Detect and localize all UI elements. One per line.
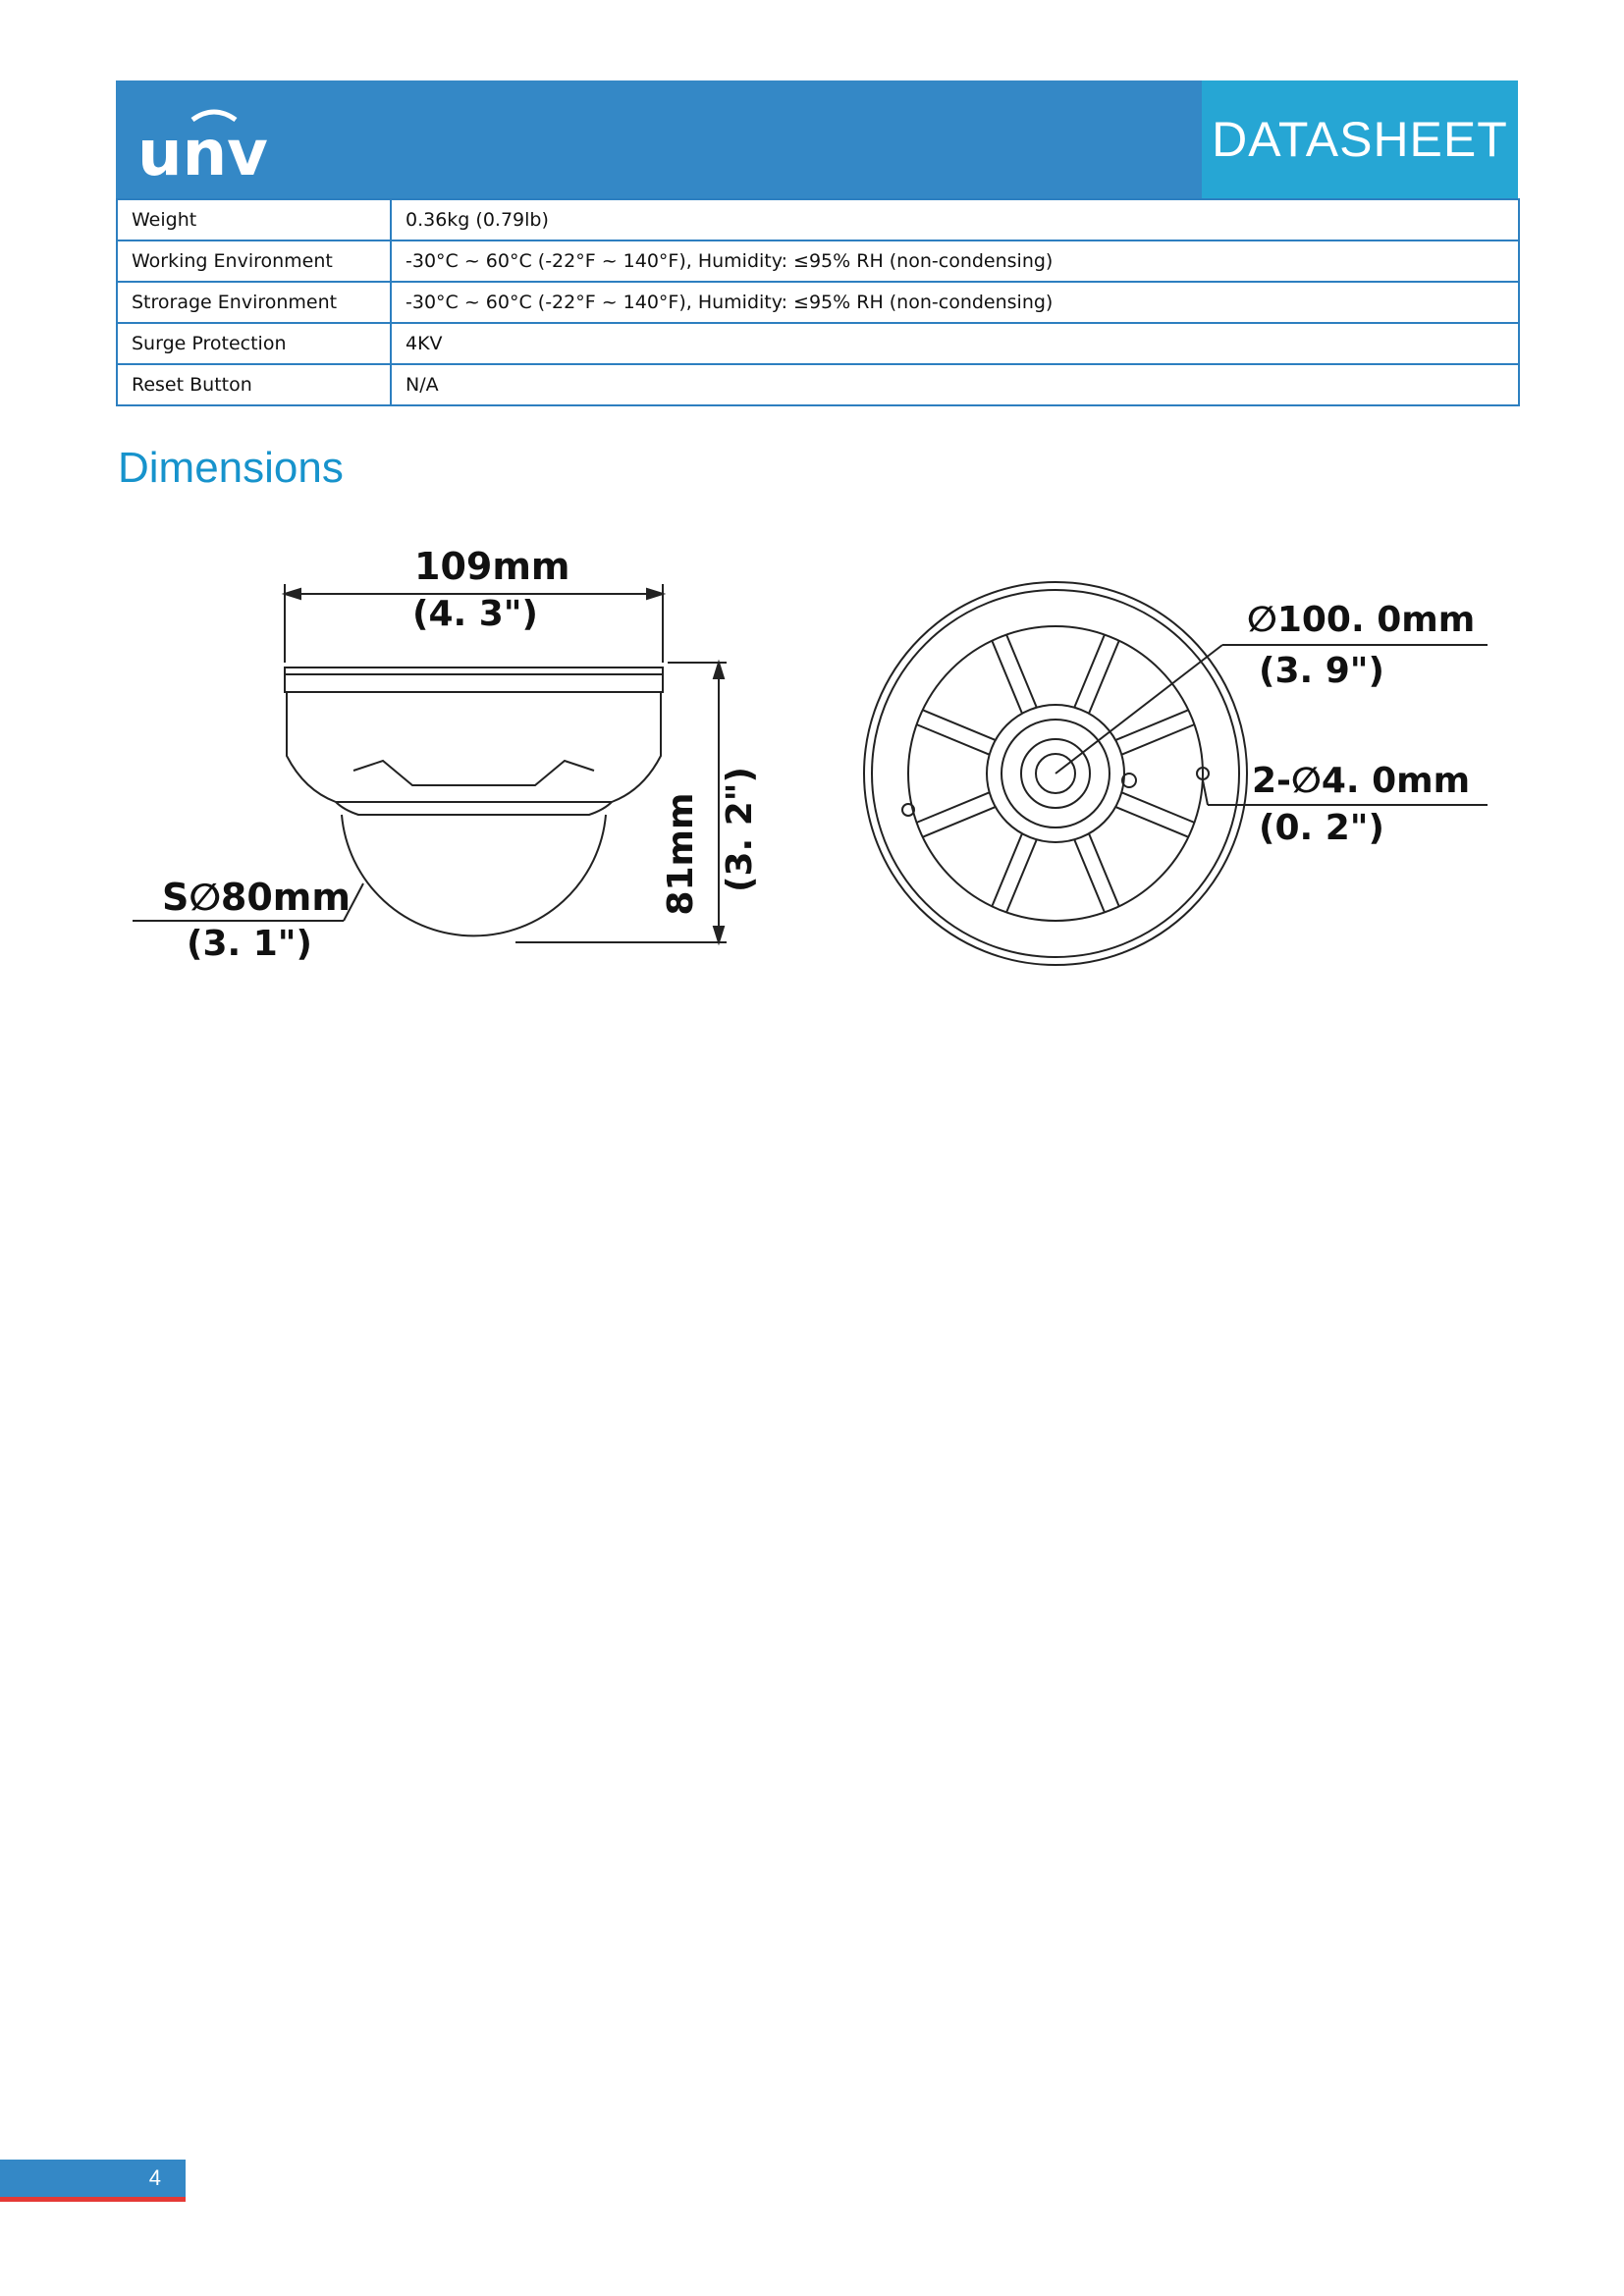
holes-mm-label: 2-∅4. 0mm bbox=[1252, 761, 1471, 801]
spec-table bbox=[116, 198, 1520, 406]
spec-key: Working Environment bbox=[117, 240, 391, 282]
spec-row bbox=[117, 240, 1519, 282]
page-number: 4 bbox=[148, 2165, 161, 2190]
spec-value: 0.36kg (0.79lb) bbox=[391, 199, 1519, 240]
spec-row bbox=[117, 282, 1519, 323]
spec-key: Surge Protection bbox=[117, 323, 391, 364]
header-main bbox=[116, 80, 1202, 198]
sphere-mm-label: S∅80mm bbox=[162, 876, 351, 919]
spec-value: 4KV bbox=[391, 323, 1519, 364]
spec-row bbox=[117, 199, 1519, 240]
logo-text: unv bbox=[137, 118, 268, 187]
height-in-label: (3. 2") bbox=[720, 767, 760, 892]
dimension-drawing bbox=[118, 535, 1532, 996]
unv-logo bbox=[135, 98, 293, 187]
diameter-in-label: (3. 9") bbox=[1259, 651, 1384, 691]
page-number-tab bbox=[0, 2160, 186, 2202]
height-mm-label: 81mm bbox=[661, 792, 701, 916]
width-mm-label: 109mm bbox=[414, 545, 570, 588]
spec-value: N/A bbox=[391, 364, 1519, 405]
spec-value: -30°C ~ 60°C (-22°F ~ 140°F), Humidity: ≤95% RH (non-condensing) bbox=[391, 240, 1519, 282]
spec-row bbox=[117, 323, 1519, 364]
spec-key: Strorage Environment bbox=[117, 282, 391, 323]
datasheet-tag: DATASHEET bbox=[1202, 80, 1518, 198]
spec-key: Reset Button bbox=[117, 364, 391, 405]
spec-row bbox=[117, 364, 1519, 405]
holes-in-label: (0. 2") bbox=[1259, 808, 1384, 848]
sphere-in-label: (3. 1") bbox=[187, 924, 312, 964]
diameter-mm-label: ∅100. 0mm bbox=[1247, 600, 1476, 640]
section-title: Dimensions bbox=[118, 444, 344, 492]
spec-key: Weight bbox=[117, 199, 391, 240]
width-in-label: (4. 3") bbox=[412, 594, 538, 634]
spec-value: -30°C ~ 60°C (-22°F ~ 140°F), Humidity: ≤95% RH (non-condensing) bbox=[391, 282, 1519, 323]
header-banner bbox=[116, 80, 1518, 198]
